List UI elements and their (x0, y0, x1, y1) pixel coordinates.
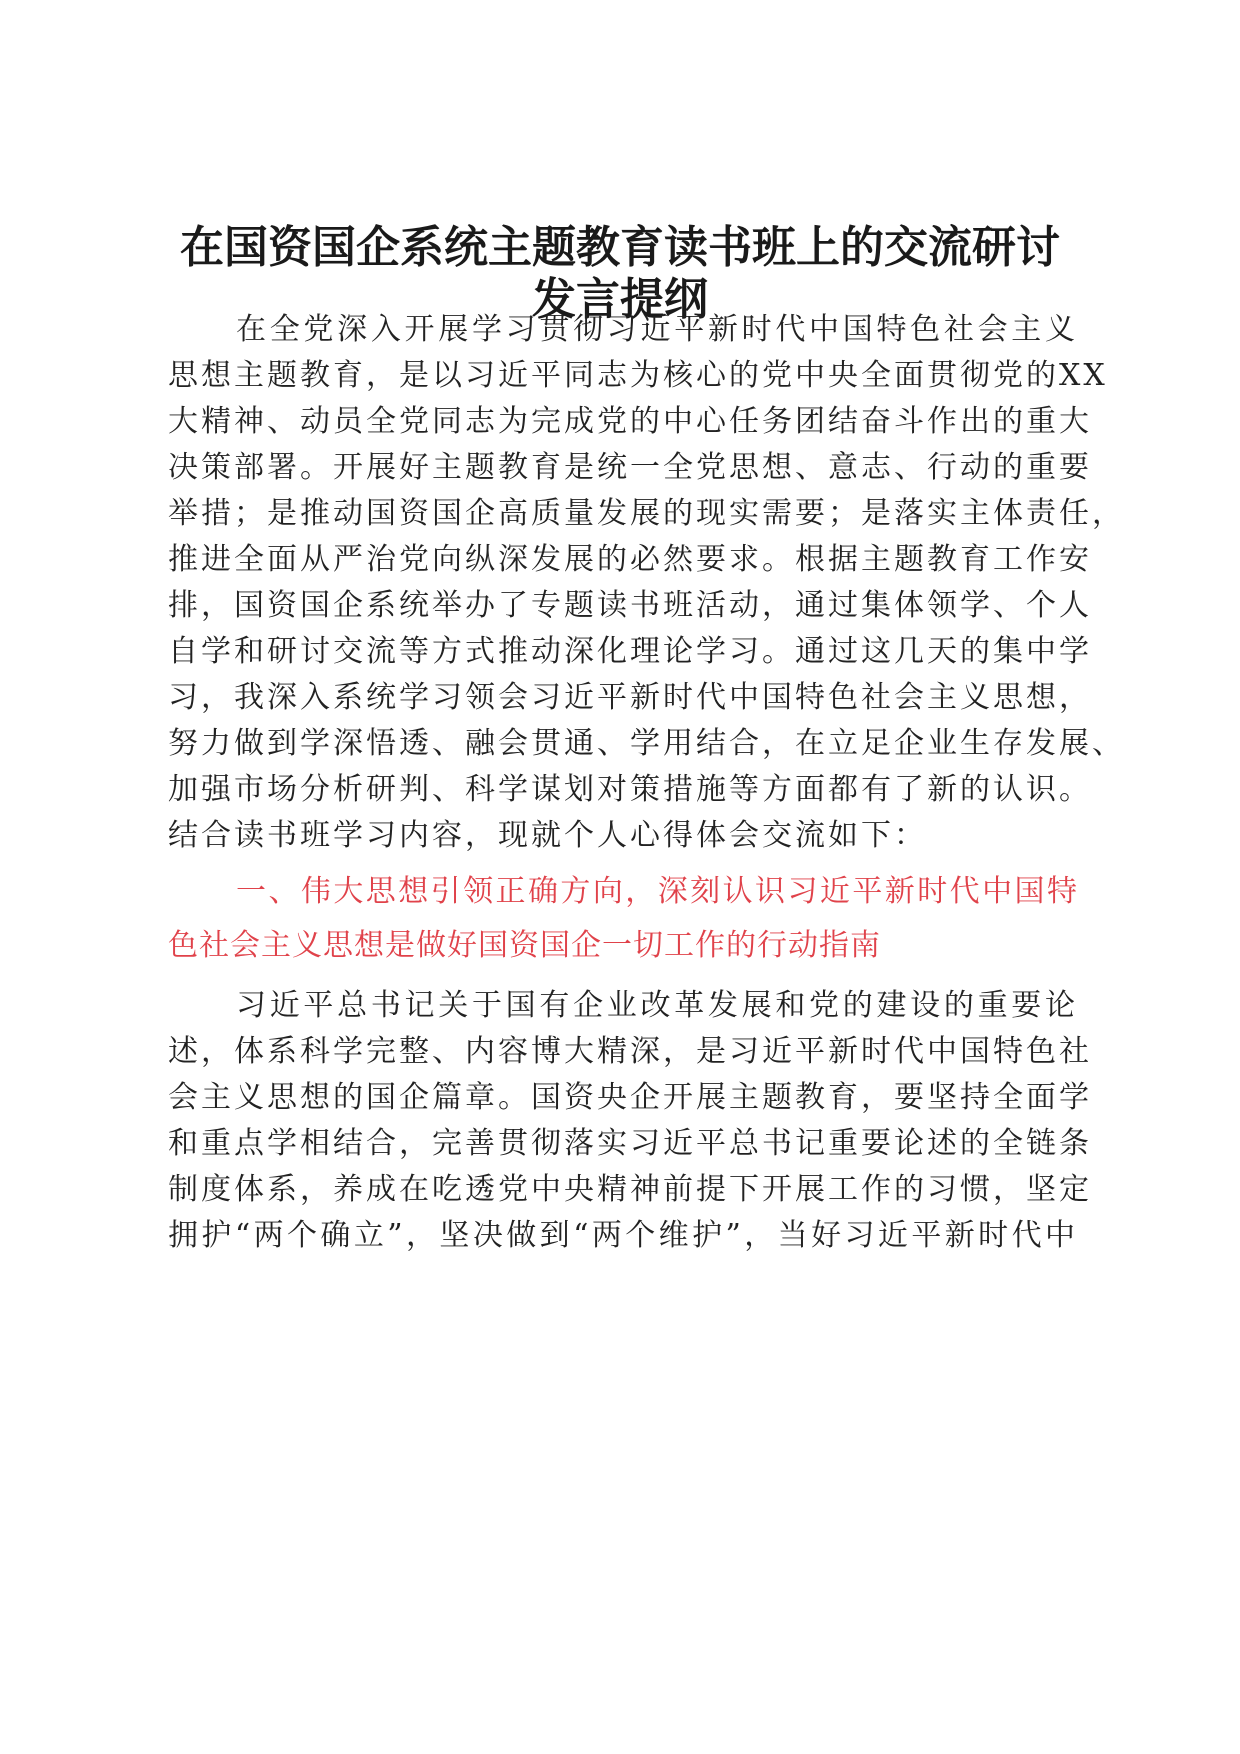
paragraph-1-line: 大精神、动员全党同志为完成党的中心任务团结奋斗作出的重大 (168, 404, 1092, 439)
document-title-line-1: 在国资国企系统主题教育读书班上的交流研讨 (180, 222, 1060, 273)
document-title-line-2: 发言提纲 (532, 274, 708, 325)
paragraph-1-line: 决策部署。开展好主题教育是统一全党思想、意志、行动的重要 (168, 450, 1092, 485)
paragraph-2-line: 述，体系科学完整、内容博大精深，是习近平新时代中国特色社 (168, 1034, 1092, 1069)
paragraph-1-line: 举措；是推动国资国企高质量发展的现实需要；是落实主体责任， (168, 496, 1125, 531)
paragraph-1-line: 自学和研讨交流等方式推动深化理论学习。通过这几天的集中学 (168, 634, 1092, 669)
paragraph-2-line: 拥护“两个确立”，坚决做到“两个维护”，当好习近平新时代中 (168, 1218, 1078, 1253)
paragraph-1-line: 排，国资国企系统举办了专题读书班活动，通过集体领学、个人 (168, 588, 1092, 623)
paragraph-2-line: 制度体系，养成在吃透党中央精神前提下开展工作的习惯，坚定 (168, 1172, 1092, 1207)
paragraph-1-line: 推进全面从严治党向纵深发展的必然要求。根据主题教育工作安 (168, 542, 1092, 577)
paragraph-1-line: 加强市场分析研判、科学谋划对策措施等方面都有了新的认识。 (168, 772, 1092, 807)
paragraph-1-line: 结合读书班学习内容，现就个人心得体会交流如下： (168, 818, 927, 853)
paragraph-1-line: 在全党深入开展学习贯彻习近平新时代中国特色社会主义 (236, 312, 1078, 347)
section-1-heading-line: 一、伟大思想引领正确方向，深刻认识习近平新时代中国特 (236, 874, 1078, 909)
paragraph-2-line: 会主义思想的国企篇章。国资央企开展主题教育，要坚持全面学 (168, 1080, 1092, 1115)
paragraph-1-line: 思想主题教育，是以习近平同志为核心的党中央全面贯彻党的XX (168, 358, 1108, 393)
section-1-heading-line: 色社会主义思想是做好国资国企一切工作的行动指南 (168, 928, 881, 963)
paragraph-2-line: 和重点学相结合，完善贯彻落实习近平总书记重要论述的全链条 (168, 1126, 1092, 1161)
paragraph-1-line: 努力做到学深悟透、融会贯通、学用结合，在立足企业生存发展、 (168, 726, 1125, 761)
paragraph-2-line: 习近平总书记关于国有企业改革发展和党的建设的重要论 (236, 988, 1078, 1023)
paragraph-1-line: 习，我深入系统学习领会习近平新时代中国特色社会主义思想， (168, 680, 1092, 715)
